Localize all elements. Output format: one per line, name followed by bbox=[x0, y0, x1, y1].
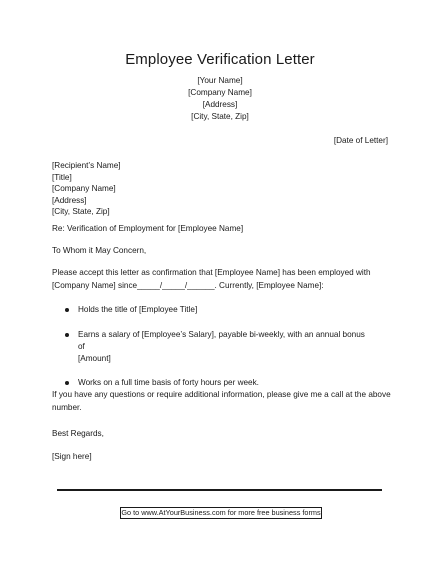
bullet-icon bbox=[65, 333, 69, 337]
employment-details-list bbox=[52, 304, 372, 389]
sender-block bbox=[0, 75, 440, 123]
signature-placeholder: [Sign here] bbox=[52, 452, 92, 461]
list-item-text: Earns a salary of [Employee’s Salary], payable bi-weekly, with an annual bonus of bbox=[78, 330, 365, 351]
list-item-text: Works on a full time basis of forty hours per week. bbox=[78, 378, 259, 387]
list-item bbox=[52, 329, 372, 365]
recipient-title: [Title] bbox=[52, 172, 72, 182]
contact-paragraph bbox=[52, 389, 392, 414]
list-item bbox=[52, 377, 372, 389]
closing: Best Regards, bbox=[52, 429, 104, 438]
recipient-city: [City, State, Zip] bbox=[52, 207, 110, 216]
re-line: Re: Verification of Employment for [Employee Name] bbox=[52, 224, 244, 233]
recipient-name: [Recipient’s Name] bbox=[52, 161, 121, 170]
paragraph-line: Please accept this letter as confirmation that [Employee Name] has been employed with bbox=[52, 268, 371, 277]
greeting: To Whom it May Concern, bbox=[52, 246, 147, 255]
bullet-icon bbox=[65, 308, 69, 312]
divider bbox=[57, 489, 382, 491]
recipient-block bbox=[52, 160, 121, 218]
page-title: Employee Verification Letter bbox=[125, 51, 315, 68]
paragraph-line: [Company Name] since_____/_____/______. Currently, [Employee Name]: bbox=[52, 280, 324, 290]
list-item bbox=[52, 304, 372, 316]
recipient-company: [Company Name] bbox=[52, 184, 116, 193]
sender-city: [City, State, Zip] bbox=[191, 112, 249, 121]
footer-link-box[interactable] bbox=[120, 507, 322, 519]
footer-link[interactable]: Go to www.AtYourBusiness.com for more free business forms bbox=[121, 508, 321, 517]
letter-date: [Date of Letter] bbox=[333, 136, 388, 145]
paragraph-line: If you have any questions or require additional information, please give me a call at the above bbox=[52, 390, 391, 399]
sender-name: [Your Name] bbox=[197, 76, 243, 85]
bullet-icon bbox=[65, 381, 69, 385]
sender-address: [Address] bbox=[202, 100, 238, 109]
recipient-address: [Address] bbox=[52, 195, 87, 205]
confirmation-paragraph bbox=[52, 267, 388, 292]
list-item-text: Holds the title of [Employee Title] bbox=[78, 305, 198, 314]
paragraph-line: number. bbox=[52, 402, 82, 412]
list-item-text: [Amount] bbox=[78, 354, 111, 363]
sender-company: [Company Name] bbox=[188, 88, 252, 97]
